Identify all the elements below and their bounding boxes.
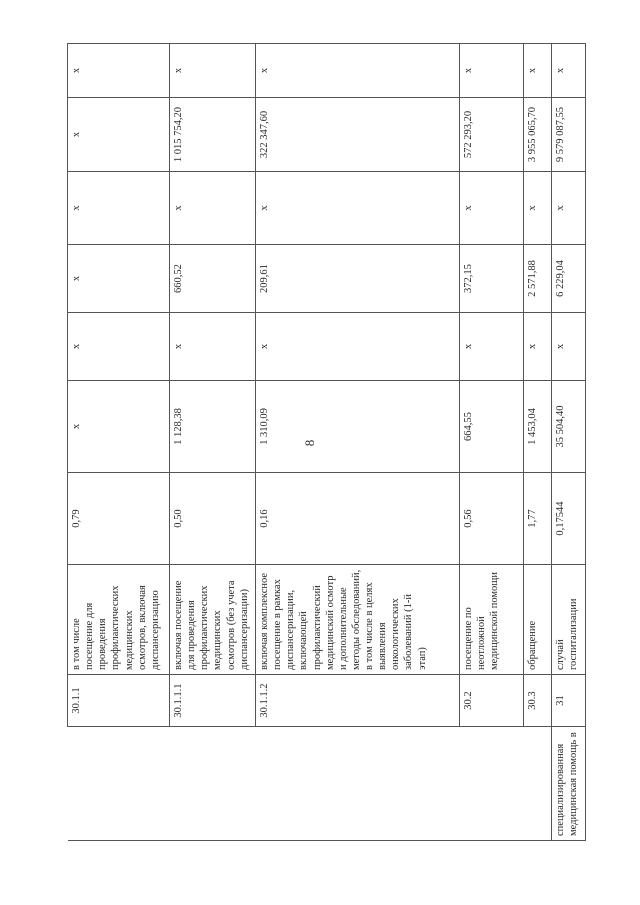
- table-wrapper: [67, 44, 585, 841]
- value-cell: х: [524, 172, 552, 245]
- value-cell: 664,55: [460, 381, 524, 473]
- medical-care-table: [67, 43, 586, 841]
- value-cell: 1,77: [524, 473, 552, 565]
- value-cell: х: [68, 44, 170, 98]
- category-cell: [256, 727, 460, 841]
- row-code: 30.3: [524, 675, 552, 727]
- value-cell: 209,61: [256, 245, 460, 313]
- value-cell: х: [68, 98, 170, 172]
- value-cell: 372,15: [460, 245, 524, 313]
- value-cell: х: [170, 44, 256, 98]
- category-cell: [68, 727, 170, 841]
- value-cell: 0,16: [256, 473, 460, 565]
- row-code: 30.1.1.1: [170, 675, 256, 727]
- value-cell: х: [170, 172, 256, 245]
- value-cell: х: [460, 313, 524, 381]
- row-code: 30.2: [460, 675, 524, 727]
- value-cell: 660,52: [170, 245, 256, 313]
- value-cell: х: [256, 172, 460, 245]
- row-name: включая комплексное посещение в рамках диспансеризации, включающей профилактический медицинский осмотр и дополнительные методы обследований, в том числе в целях выявления онкологических заболеваний (1-й этап): [256, 565, 460, 675]
- row-code: 30.1.1: [68, 675, 170, 727]
- value-cell: 35 504,40: [552, 381, 586, 473]
- value-cell: 1 310,09: [256, 381, 460, 473]
- value-cell: х: [552, 313, 586, 381]
- table-row: [524, 44, 552, 841]
- value-cell: 0,79: [68, 473, 170, 565]
- value-cell: х: [460, 44, 524, 98]
- row-code: 30.1.1.2: [256, 675, 460, 727]
- row-name: в том числе посещение для проведения профилактических медицинских осмотров, включая диспансеризацию: [68, 565, 170, 675]
- value-cell: 2 571,88: [524, 245, 552, 313]
- value-cell: 1 128,38: [170, 381, 256, 473]
- category-cell: [524, 727, 552, 841]
- value-cell: х: [170, 313, 256, 381]
- category-cell: [170, 727, 256, 841]
- table-row: [170, 44, 256, 841]
- value-cell: 0,50: [170, 473, 256, 565]
- value-cell: х: [460, 172, 524, 245]
- value-cell: 9 579 087,55: [552, 98, 586, 172]
- rotated-table-container: [67, 44, 585, 841]
- row-name: случай госпитализации: [552, 565, 586, 675]
- table-row: [552, 44, 586, 841]
- value-cell: 6 229,04: [552, 245, 586, 313]
- value-cell: х: [256, 44, 460, 98]
- value-cell: х: [68, 245, 170, 313]
- value-cell: 0,17544: [552, 473, 586, 565]
- value-cell: х: [552, 44, 586, 98]
- value-cell: х: [68, 172, 170, 245]
- value-cell: х: [68, 313, 170, 381]
- value-cell: х: [524, 313, 552, 381]
- table-row: [460, 44, 524, 841]
- value-cell: 1 453,04: [524, 381, 552, 473]
- value-cell: 322 347,60: [256, 98, 460, 172]
- value-cell: х: [552, 172, 586, 245]
- value-cell: 0,56: [460, 473, 524, 565]
- table-row: [68, 44, 170, 841]
- value-cell: х: [68, 381, 170, 473]
- value-cell: 572 293,20: [460, 98, 524, 172]
- value-cell: 1 015 754,20: [170, 98, 256, 172]
- table-row: [256, 44, 460, 841]
- value-cell: х: [256, 313, 460, 381]
- row-name: включая посещение для проведения профилактических медицинских осмотров (без учета диспансеризации): [170, 565, 256, 675]
- row-code: 31: [552, 675, 586, 727]
- value-cell: х: [524, 44, 552, 98]
- category-cell: [460, 727, 524, 841]
- category-cell: специализированная медицинская помощь в: [552, 727, 586, 841]
- value-cell: 3 955 065,70: [524, 98, 552, 172]
- row-name: обращение: [524, 565, 552, 675]
- page-number: 8: [302, 439, 317, 447]
- row-name: посещение по неотложной медицинской помощи: [460, 565, 524, 675]
